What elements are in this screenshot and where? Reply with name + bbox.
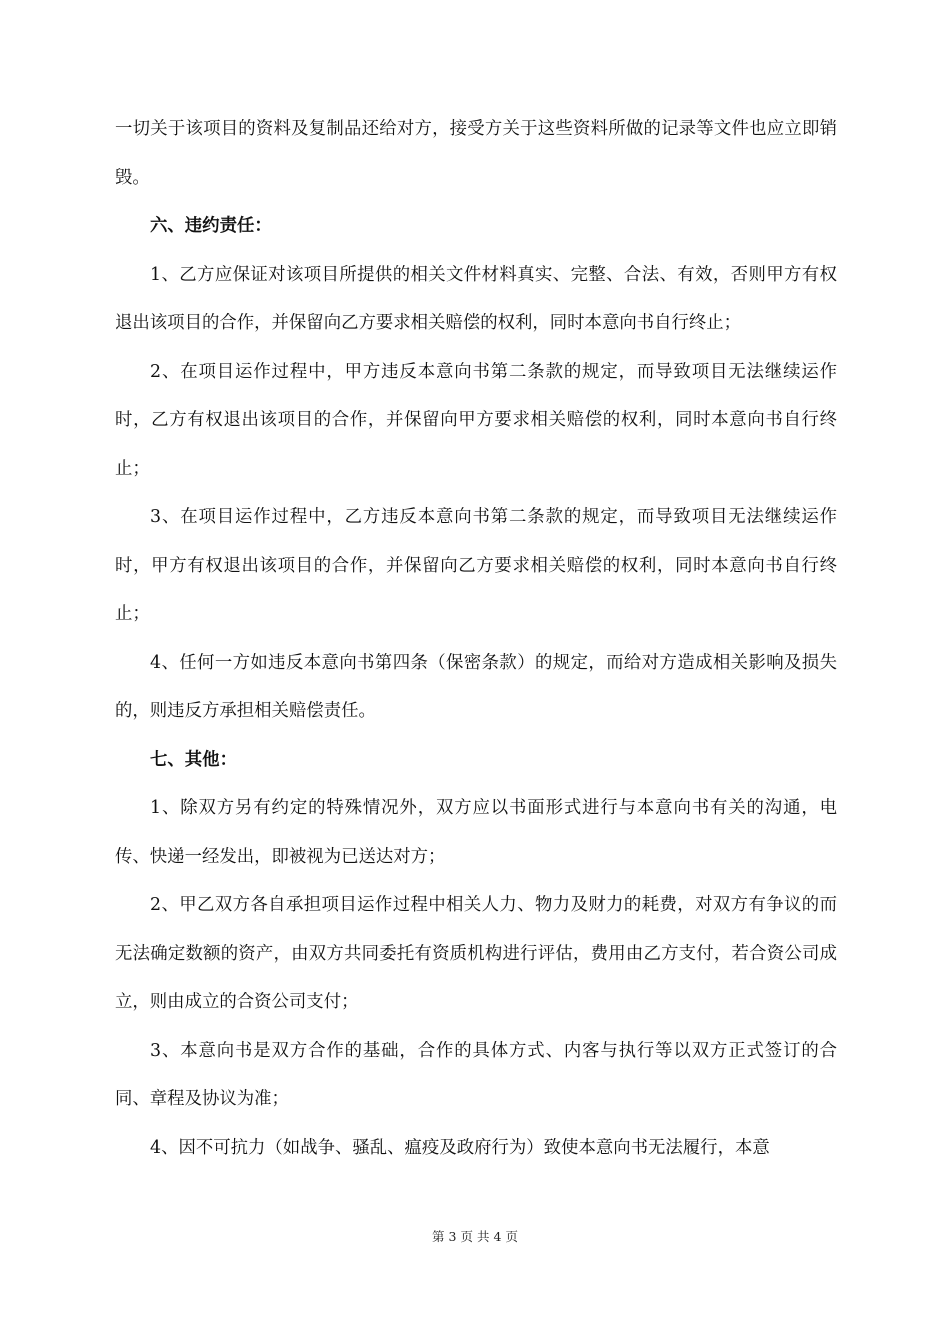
document-body [115,105,837,1172]
clause-6-2: 2、在项目运作过程中，甲方违反本意向书第二条款的规定，而导致项目无法继续运作时，乙方有权退出该项目的合作，并保留向甲方要求相关赔偿的权利，同时本意向书自行终止； [115,361,837,479]
section-heading-other: 七、其他： [150,749,237,770]
clause-7-4: 4、因不可抗力（如战争、骚乱、瘟疫及政府行为）致使本意向书无法履行，本意 [150,1137,770,1158]
footer-total-prefix: 共 [477,1229,490,1244]
clause-7-2: 2、甲乙双方各自承担项目运作过程中相关人力、物力及财力的耗费，对双方有争议的而无法确定数额的资产，由双方共同委托有资质机构进行评估，费用由乙方支付，若合资公司成立，则由成立的合资公司支付； [115,895,837,1012]
paragraph-continuation: 一切关于该项目的资料及复制品还给对方，接受方关于这些资料所做的记录等文件也应立即销毁。 [115,119,837,188]
footer-prefix: 第 [432,1229,445,1244]
clause-6-1: 1、乙方应保证对该项目所提供的相关文件材料真实、完整、合法、有效，否则甲方有权退出该项目的合作，并保留向乙方要求相关赔偿的权利，同时本意向书自行终止； [115,264,837,333]
page-footer [0,1228,950,1246]
clause-7-1: 1、除双方另有约定的特殊情况外，双方应以书面形式进行与本意向书有关的沟通，电传、快递一经发出，即被视为已送达对方； [115,798,837,867]
clause-6-3: 3、在项目运作过程中，乙方违反本意向书第二条款的规定，而导致项目无法继续运作时，甲方有权退出该项目的合作，并保留向乙方要求相关赔偿的权利，同时本意向书自行终止； [115,507,837,624]
clause-6-4: 4、任何一方如违反本意向书第四条（保密条款）的规定，而给对方造成相关影响及损失的，则违反方承担相关赔偿责任。 [115,652,837,721]
section-heading-breach: 六、违约责任： [150,216,272,236]
footer-suffix: 页 [505,1229,518,1244]
clause-7-3: 3、本意向书是双方合作的基础，合作的具体方式、内客与执行等以双方正式签订的合同、章程及协议为准； [115,1040,837,1109]
footer-page-word: 页 [460,1229,473,1244]
footer-total-pages: 4 [493,1229,502,1244]
footer-current-page: 3 [448,1229,457,1244]
